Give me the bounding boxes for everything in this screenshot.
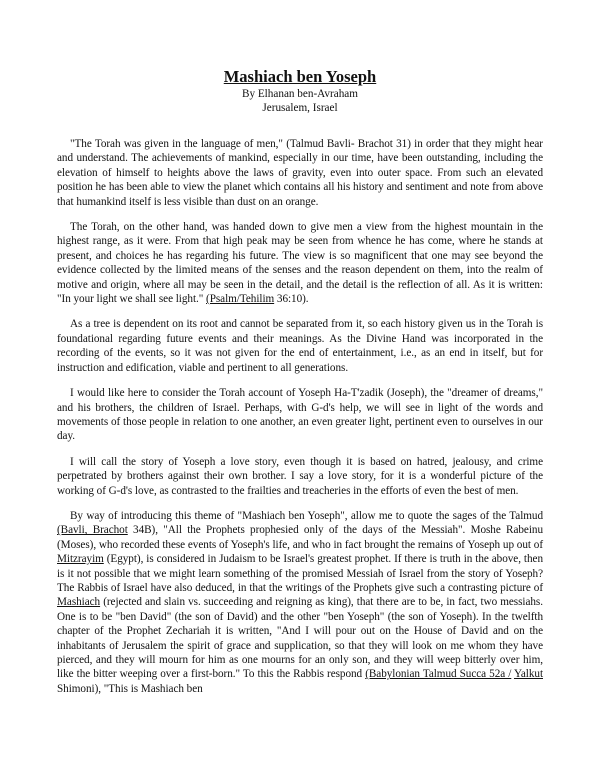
paragraph-6-text-a: By way of introducing this theme of "Mashiach ben Yoseph", allow me to quote the sages of the Talmud xyxy=(70,509,543,522)
mashiach-term: Mashiach xyxy=(57,596,101,609)
author-line: By Elhanan ben-Avraham xyxy=(242,88,358,100)
yalkut-reference: Yalkut xyxy=(513,668,543,681)
psalm-reference: (Psalm/Tehilim xyxy=(206,293,275,306)
brachot-reference: (Bavli, Brachot xyxy=(57,524,128,537)
paragraph-2-end: 36:10). xyxy=(274,293,309,306)
paragraph-6 xyxy=(57,509,543,696)
paragraph-3: As a tree is dependent on its root and cannot be separated from it, so each history given us in the Torah is foundational regarding future events and their meanings. As the Divine Hand was incorporated in the recording of the events, so it was not given for the end of entertainment, i.e., as an end in itself, but for instruction and edification, viable and pertinent to all generations. xyxy=(57,318,543,374)
paragraph-6-text-b: 34B), "All the Prophets prophesied only of the days of the Messiah". Moshe Rabeinu (Moses), who recorded these events of Yoseph's life, and who in fact brought the remains of Yoseph up out of xyxy=(57,524,543,551)
document-title: Mashiach ben Yoseph xyxy=(223,67,377,86)
paragraph-6-text-d: (rejected and slain vs. succeeding and reigning as king), that there are to be, in fact, two messiahs. One is to be "ben David" (the son of David) and the other "ben Yoseph" (the son of Yoseph). In the twelfth chapter of the Prophet Zechariah it is written, "And I will pour out on the House of David and on the inhabitants of Jerusalem the spirit of grace and supplication, so that they will look on me whom they have pierced, and they will mourn for him as one mourns for an only son, and they will weep bitterly over him, like the bitter weeping over a first-born." To this the Rabbis respond xyxy=(57,596,543,681)
paragraph-6-text-f: Shimoni), "This is Mashiach ben xyxy=(57,682,203,695)
paragraph-2-text: The Torah, on the other hand, was handed down to give men a view from the highest mountain in the highest range, as it were. From that high peak may be seen from whence he has come, where he stands at present, and choices he has regarding his future. The view is so magnificent that one may see beyond the evidence collected by the limited means of the senses and the reason dependent on them, into the realm of motive and origin, where all may be seen in the detail, and the detail is the reflection of all. As it is written: "In your light we shall see light." xyxy=(57,221,543,306)
paragraph-1: "The Torah was given in the language of men," (Talmud Bavli- Brachot 31) in order that they might hear and understand. The achievements of mankind, especially in our time, have been outstanding, including the elevation of himself to heights above the laws of gravity, even into outer space. From such an elevated position he has been able to view the planet which contains all his history and sentiment and note from above that humankind itself is less visible than dust on an orange. xyxy=(57,138,543,208)
document-body xyxy=(57,137,543,696)
mitzrayim-term: Mitzrayim xyxy=(57,553,104,566)
location-line: Jerusalem, Israel xyxy=(262,101,338,114)
paragraph-5: I will call the story of Yoseph a love story, even though it is based on hatred, jealousy, and crime perpetrated by brothers against their own brother. I say a love story, for it is a wonderful picture of the working of G-d's love, as contrasted to the frailties and treacheries in the efforts of even the best of men. xyxy=(57,455,543,497)
paragraph-4: I would like here to consider the Torah account of Yoseph Ha-T'zadik (Joseph), the "dreamer of dreams," and his brothers, the children of Israel. Perhaps, with G-d's help, we will see in light of the words and movements of those people in relation to one another, an even greater light, pertinent even to ourselves in our day. xyxy=(57,387,543,443)
paragraph-6-text-c: (Egypt), is considered in Judaism to be Israel's greatest prophet. If there is truth in the above, then is it not possible that we might learn something of the promised Messiah of Israel from the story of Yoseph? The Rabbis of Israel have also deduced, in that the writings of the Prophets give such a contrasting picture of xyxy=(57,553,543,594)
document-page xyxy=(57,68,543,707)
paragraph-2 xyxy=(57,220,543,306)
succa-reference: (Babylonian Talmud Succa 52a / xyxy=(365,668,512,681)
